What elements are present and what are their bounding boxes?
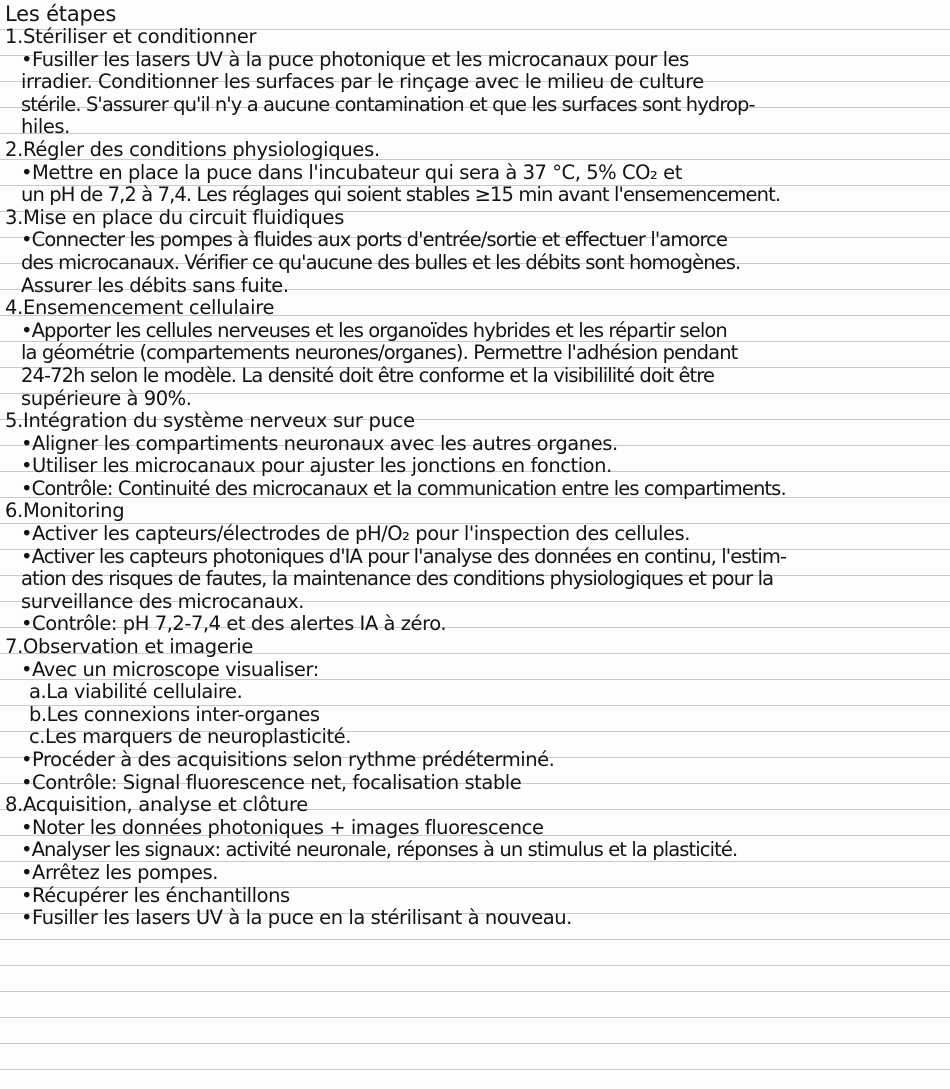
text-line: •Contrôle: pH 7,2-7,4 et des alertes IA à zéro. <box>21 612 447 636</box>
section-8 <box>5 794 944 930</box>
text-line: •Fusiller les lasers UV à la puce photonique et les microcanaux pour les <box>21 47 689 71</box>
text-line: b.Les connexions inter-organes <box>29 702 320 726</box>
text-line: a.La viabilité cellulaire. <box>29 680 243 704</box>
text-line: •Aligner les compartiments neuronaux avec les autres organes. <box>21 431 618 455</box>
section-heading: 6.Monitoring <box>5 499 125 523</box>
section-7 <box>5 636 944 794</box>
section-1 <box>5 26 944 139</box>
text-line: •Avec un microscope visualiser: <box>21 657 319 681</box>
text-line: •Utiliser les microcanaux pour ajuster les jonctions en fonction. <box>21 454 612 478</box>
text-line: un pH de 7,2 à 7,4. Les réglages qui soient stables ≥15 min avant l'ensemencement. <box>21 183 781 207</box>
section-heading: 8.Acquisition, analyse et clôture <box>5 793 308 817</box>
text-line: hiles. <box>21 115 70 139</box>
text-line: •Activer les capteurs photoniques d'IA pour l'analyse des données en continu, l'estim- <box>21 544 787 568</box>
section-heading: 2.Régler des conditions physiologiques. <box>5 137 380 161</box>
section-heading: 7.Observation et imagerie <box>5 635 254 659</box>
text-line: •Contrôle: Signal fluorescence net, focalisation stable <box>21 770 522 794</box>
section-5 <box>5 410 944 500</box>
text-line: •Arrêtez les pompes. <box>21 860 218 884</box>
text-line: •Activer les capteurs/électrodes de pH/O₂ pour l'inspection des cellules. <box>21 522 690 546</box>
text-line: •Contrôle: Continuité des microcanaux et la communication entre les compartiments. <box>21 476 786 500</box>
section-heading: 1.Stériliser et conditionner <box>5 25 257 48</box>
text-line: •Analyser les signaux: activité neuronale, réponses à un stimulus et la plasticité. <box>21 838 738 862</box>
text-line: la géométrie (compartements neurones/organes). Permettre l'adhésion pendant <box>21 341 738 365</box>
text-line: surveillance des microcanaux. <box>21 589 304 613</box>
text-line: •Mettre en place la puce dans l'incubateur qui sera à 37 °C, 5% CO₂ et <box>21 160 682 184</box>
text-line: Assurer les débits sans fuite. <box>21 273 289 297</box>
section-heading: 4.Ensemencement cellulaire <box>5 296 275 320</box>
section-4 <box>5 297 944 410</box>
section-heading: 5.Intégration du système nerveux sur puce <box>5 409 415 433</box>
text-line: stérile. S'assurer qu'il n'y a aucune contamination et que les surfaces sont hydrop- <box>21 92 755 116</box>
text-line: •Procéder à des acquisitions selon rythme prédéterminé. <box>21 748 555 771</box>
text-line: supérieure à 90%. <box>21 386 192 410</box>
section-3 <box>5 207 944 297</box>
text-line: •Noter les données photoniques + images fluorescence <box>21 815 544 839</box>
text-line: c.Les marquers de neuroplasticité. <box>29 725 351 749</box>
document-title: Les étapes <box>5 2 117 26</box>
text-line: ation des risques de fautes, la maintenance des conditions physiologiques et pour la <box>21 567 774 591</box>
text-line: des microcanaux. Vérifier ce qu'aucune des bulles et les débits sont homogènes. <box>21 250 741 274</box>
section-heading: 3.Mise en place du circuit fluidiques <box>5 205 345 229</box>
text-line: •Connecter les pompes à fluides aux ports d'entrée/sortie et effectuer l'amorce <box>21 228 728 252</box>
text-line: •Fusiller les lasers UV à la puce en la stérilisant à nouveau. <box>21 906 572 930</box>
text-line: 24-72h selon le modèle. La densité doit être conforme et la visibililité doit être <box>21 363 715 387</box>
text-line: •Récupérer les énchantillons <box>21 883 290 907</box>
text-line: irradier. Conditionner les surfaces par le rinçage avec le milieu de culture <box>21 70 704 94</box>
text-line: •Apporter les cellules nerveuses et les organoïdes hybrides et les répartir selon <box>21 318 727 342</box>
section-6 <box>5 500 944 636</box>
section-2 <box>5 139 944 207</box>
